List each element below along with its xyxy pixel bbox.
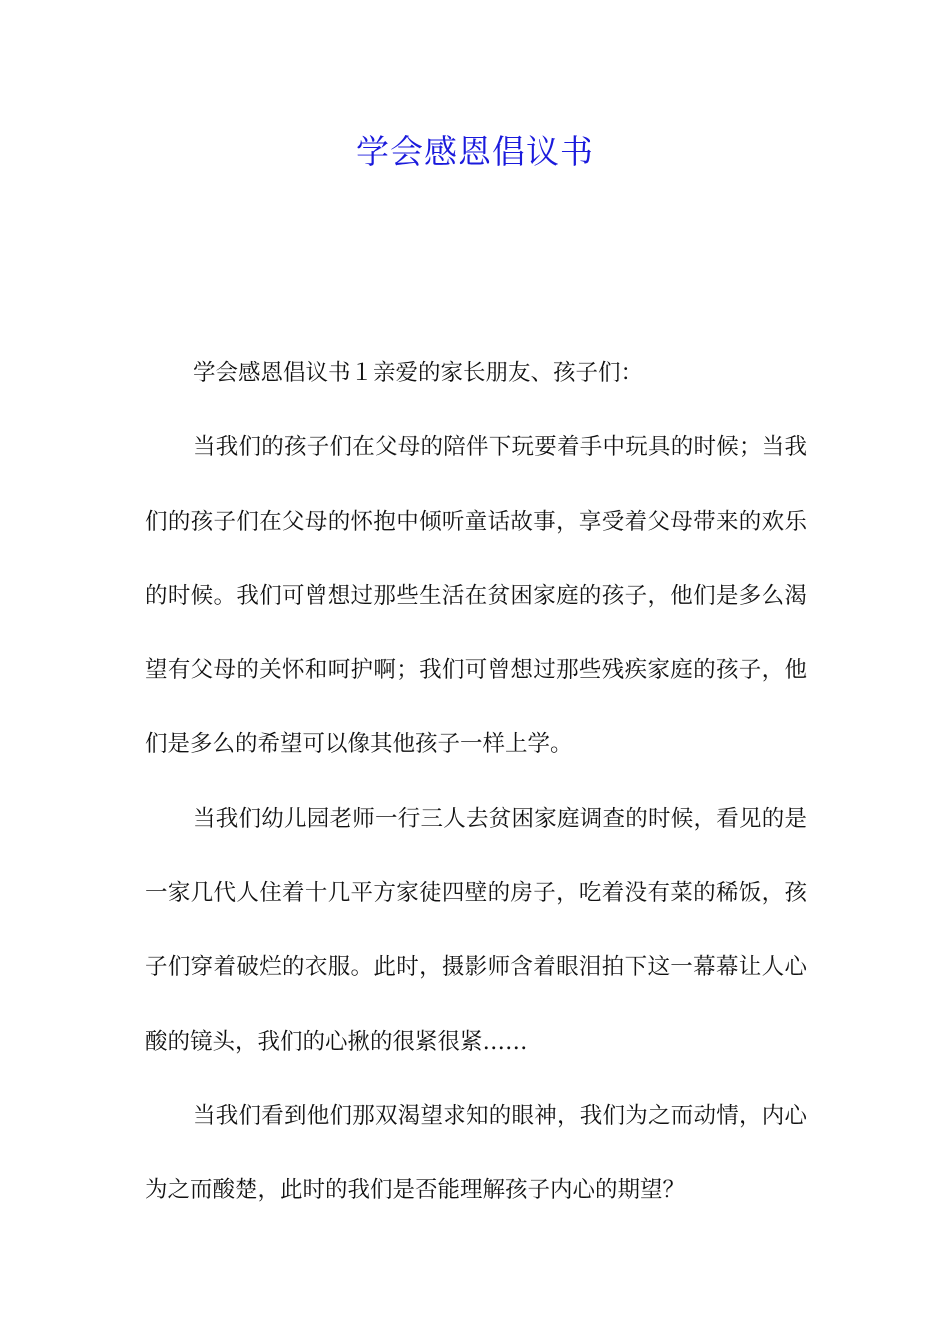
paragraph-3: 当我们幼儿园老师一行三人去贫困家庭调查的时候，看见的是一家几代人住着十几平方家徒四壁的房子，吃着没有菜的稀饭，孩子们穿着破烂的衣服。此时，摄影师含着眼泪拍下这一幕幕让人心酸的镜头，我们的心揪的很紧很紧……: [145, 805, 807, 1055]
document-title: 学会感恩倡议书: [356, 132, 594, 171]
paragraph-4: 当我们看到他们那双渴望求知的眼神，我们为之而动情，内心为之而酸楚，此时的我们是否能理解孩子内心的期望？: [145, 1102, 807, 1204]
paragraph-2: 当我们的孩子们在父母的陪伴下玩要着手中玩具的时候；当我们的孩子们在父母的怀抱中倾听童话故事，享受着父母带来的欢乐的时候。我们可曾想过那些生活在贫困家庭的孩子，他们是多么渴望有父母的关怀和呵护啊；我们可曾想过那些残疾家庭的孩子，他们是多么的希望可以像其他孩子一样上学。: [145, 434, 807, 758]
document-body: [145, 336, 807, 1228]
paragraph-1: 学会感恩倡议书１亲爱的家长朋友、孩子们：: [193, 360, 644, 386]
